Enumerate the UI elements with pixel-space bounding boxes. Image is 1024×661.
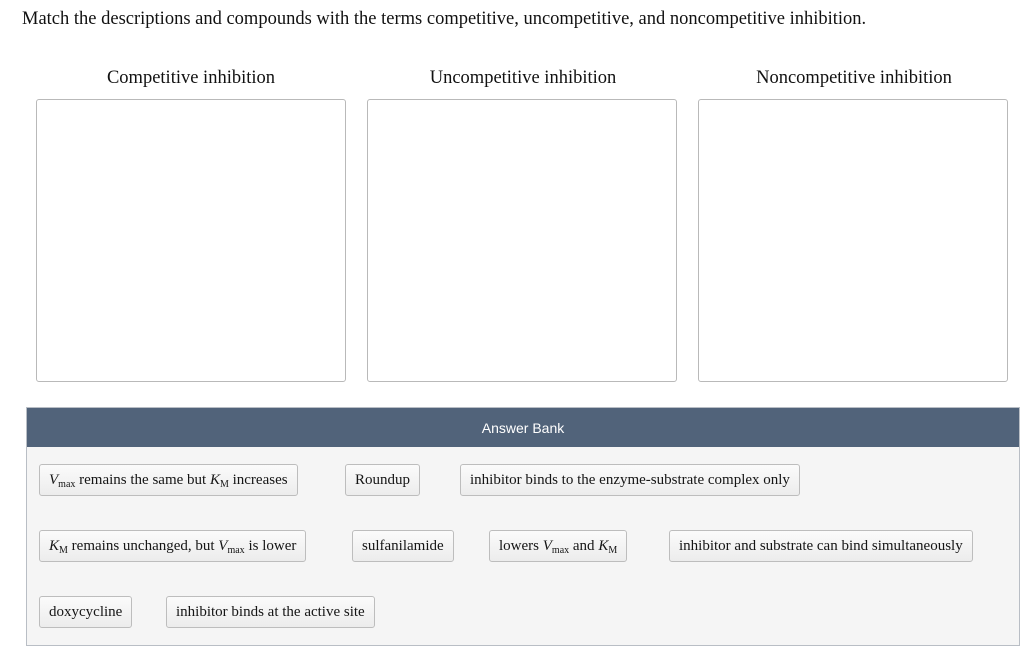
v-subscript: max (58, 479, 76, 490)
tile-simultaneous-binding[interactable]: inhibitor and substrate can bind simultaneously (669, 530, 973, 562)
k-symbol: K (49, 538, 60, 554)
category-label-noncompetitive: Noncompetitive inhibition (756, 68, 952, 88)
drop-zone-uncompetitive[interactable] (367, 99, 677, 382)
tile-text: and (569, 538, 599, 554)
answer-bank (26, 407, 1020, 646)
tile-text: remains unchanged, but (67, 538, 219, 554)
category-label-competitive: Competitive inhibition (106, 68, 276, 88)
v-symbol: V (49, 472, 59, 488)
tile-sulfanilamide[interactable]: sulfanilamide (352, 530, 454, 562)
tile-doxycycline[interactable]: doxycycline (39, 596, 132, 628)
tile-lowers-vmax-km[interactable] (489, 530, 627, 562)
tile-vmax-same-km-increases[interactable] (39, 464, 298, 496)
category-label-uncompetitive: Uncompetitive inhibition (429, 68, 617, 88)
tile-text: is lower (244, 538, 297, 554)
v-symbol: V (218, 538, 228, 554)
question-text: Match the descriptions and compounds with the terms competitive, uncompetitive, and noncompetitive inhibition. (22, 9, 867, 29)
tile-roundup[interactable]: Roundup (345, 464, 420, 496)
v-subscript: max (551, 545, 570, 556)
k-subscript: M (219, 479, 229, 490)
tile-binds-active-site[interactable]: inhibitor binds at the active site (166, 596, 375, 628)
v-subscript: max (227, 545, 245, 556)
v-symbol: V (542, 538, 552, 554)
tile-km-unchanged-vmax-lower[interactable] (39, 530, 306, 562)
k-symbol: K (598, 538, 609, 554)
k-subscript: M (608, 545, 618, 556)
answer-bank-header: Answer Bank (27, 408, 1019, 447)
k-symbol: K (209, 472, 220, 488)
drop-zone-noncompetitive[interactable] (698, 99, 1008, 382)
tile-text: lowers (499, 538, 543, 554)
tile-text: increases (228, 472, 288, 488)
drop-zone-competitive[interactable] (36, 99, 346, 382)
tile-binds-es-complex[interactable]: inhibitor binds to the enzyme-substrate complex only (460, 464, 800, 496)
k-subscript: M (59, 545, 68, 556)
tile-text: remains the same but (75, 472, 210, 488)
